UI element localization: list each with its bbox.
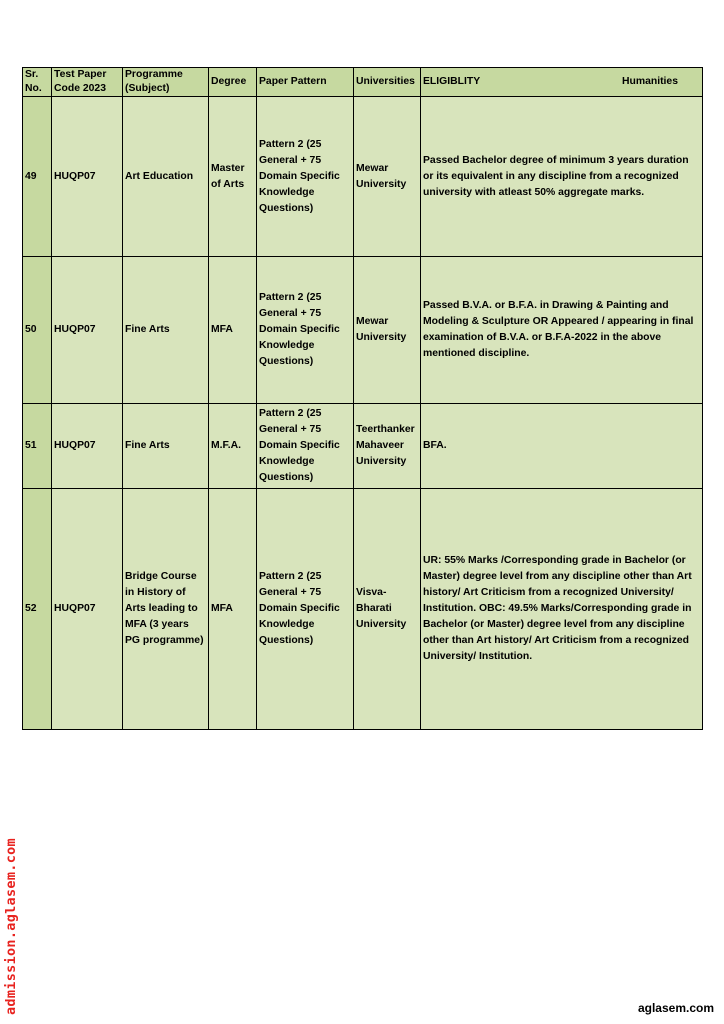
footer-brand: aglasem.com: [637, 1001, 714, 1015]
table-row: [23, 97, 703, 257]
header-stream-label: Humanities: [621, 76, 678, 87]
header-degree: Degree: [209, 68, 257, 97]
eligibility-table: [22, 67, 703, 730]
cell-degree: MFA: [209, 489, 257, 730]
header-paper-pattern: Paper Pattern: [257, 68, 354, 97]
cell-sr-no: 50: [23, 257, 52, 404]
cell-programme: Fine Arts: [123, 404, 209, 489]
header-eligibility: [421, 68, 703, 97]
watermark: admission.aglasem.com: [3, 838, 19, 1015]
header-programme: Programme (Subject): [123, 68, 209, 97]
header-universities: Universities: [354, 68, 421, 97]
cell-eligibility: BFA.: [421, 404, 703, 489]
table-row: [23, 257, 703, 404]
cell-paper-pattern: Pattern 2 (25 General + 75 Domain Specific Knowledge Questions): [257, 489, 354, 730]
cell-test-paper-code: HUQP07: [52, 97, 123, 257]
cell-degree: MFA: [209, 257, 257, 404]
cell-test-paper-code: HUQP07: [52, 257, 123, 404]
cell-university: Visva-Bharati University: [354, 489, 421, 730]
cell-university: Mewar University: [354, 257, 421, 404]
cell-sr-no: 52: [23, 489, 52, 730]
cell-degree: Master of Arts: [209, 97, 257, 257]
cell-university: Teerthanker Mahaveer University: [354, 404, 421, 489]
table-row: [23, 404, 703, 489]
cell-paper-pattern: Pattern 2 (25 General + 75 Domain Specific Knowledge Questions): [257, 257, 354, 404]
cell-eligibility: Passed Bachelor degree of minimum 3 years duration or its equivalent in any discipline from a recognized university with atleast 50% aggregate marks.: [421, 97, 703, 257]
cell-programme: Fine Arts: [123, 257, 209, 404]
cell-test-paper-code: HUQP07: [52, 489, 123, 730]
header-eligibility-label: ELIGIBLITY: [423, 76, 481, 87]
cell-paper-pattern: Pattern 2 (25 General + 75 Domain Specific Knowledge Questions): [257, 404, 354, 489]
table-row: [23, 489, 703, 730]
cell-degree: M.F.A.: [209, 404, 257, 489]
table-header-row: [23, 68, 703, 97]
cell-test-paper-code: HUQP07: [52, 404, 123, 489]
cell-sr-no: 49: [23, 97, 52, 257]
header-test-paper-code: Test Paper Code 2023: [52, 68, 123, 97]
cell-eligibility: Passed B.V.A. or B.F.A. in Drawing & Painting and Modeling & Sculpture OR Appeared / appearing in final examination of B.V.A. or B.F.A-2022 in the above mentioned discipline.: [421, 257, 703, 404]
header-sr-no: Sr. No.: [23, 68, 52, 97]
cell-paper-pattern: Pattern 2 (25 General + 75 Domain Specific Knowledge Questions): [257, 97, 354, 257]
cell-eligibility: UR: 55% Marks /Corresponding grade in Bachelor (or Master) degree level from any discipline other than Art history/ Art Criticism from a recognized University/ Institution. OBC: 49.5% Marks/Corresponding grade in Bachelor (or Master) degree level from any discipline other than Art history/ Art Criticism from a recognized University/ Institution.: [421, 489, 703, 730]
cell-university: Mewar University: [354, 97, 421, 257]
cell-sr-no: 51: [23, 404, 52, 489]
cell-programme: Bridge Course in History of Arts leading to MFA (3 years PG programme): [123, 489, 209, 730]
cell-programme: Art Education: [123, 97, 209, 257]
